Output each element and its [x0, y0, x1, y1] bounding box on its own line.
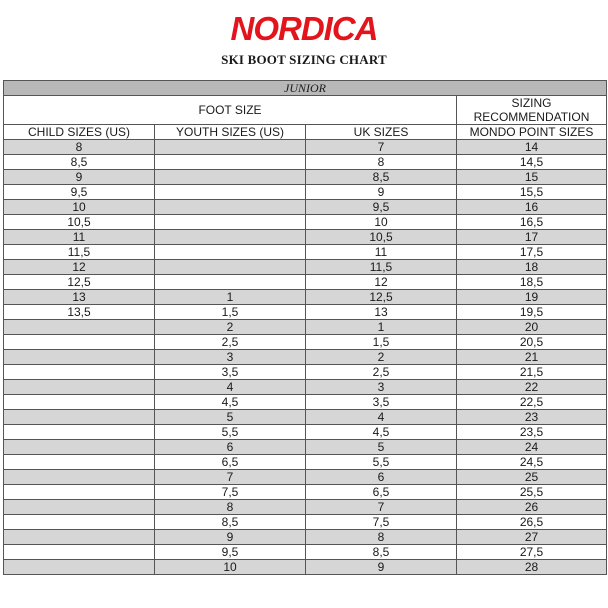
- uk-size-cell: 8,5: [306, 545, 457, 560]
- uk-size-cell: 8: [306, 530, 457, 545]
- child-size-cell: [4, 350, 155, 365]
- table-row: [4, 560, 607, 575]
- child-size-cell: [4, 470, 155, 485]
- youth-size-cell: 4,5: [155, 395, 306, 410]
- table-row: [4, 380, 607, 395]
- uk-size-cell: 1,5: [306, 335, 457, 350]
- table-row: [4, 200, 607, 215]
- youth-size-cell: 1: [155, 290, 306, 305]
- mondo-point-size-cell: 19,5: [457, 305, 607, 320]
- uk-size-cell: 8: [306, 155, 457, 170]
- child-sizes-header: CHILD SIZES (US): [4, 125, 155, 140]
- youth-size-cell: 3,5: [155, 365, 306, 380]
- table-row: [4, 305, 607, 320]
- group-header-row: [4, 96, 607, 125]
- uk-size-cell: 6: [306, 470, 457, 485]
- mondo-point-size-cell: 25: [457, 470, 607, 485]
- mondo-point-size-cell: 27: [457, 530, 607, 545]
- mondo-point-size-cell: 26: [457, 500, 607, 515]
- child-size-cell: [4, 365, 155, 380]
- mondo-point-size-cell: 17: [457, 230, 607, 245]
- child-size-cell: [4, 530, 155, 545]
- youth-size-cell: 5,5: [155, 425, 306, 440]
- mondo-point-size-cell: 15,5: [457, 185, 607, 200]
- table-row: [4, 155, 607, 170]
- youth-size-cell: 9,5: [155, 545, 306, 560]
- table-row: [4, 170, 607, 185]
- child-size-cell: [4, 395, 155, 410]
- uk-size-cell: 4: [306, 410, 457, 425]
- youth-size-cell: 2,5: [155, 335, 306, 350]
- mondo-point-size-cell: 16,5: [457, 215, 607, 230]
- youth-size-cell: 7: [155, 470, 306, 485]
- youth-sizes-header: YOUTH SIZES (US): [155, 125, 306, 140]
- section-title: JUNIOR: [4, 81, 607, 96]
- table-row: [4, 245, 607, 260]
- uk-size-cell: 6,5: [306, 485, 457, 500]
- uk-size-cell: 12,5: [306, 290, 457, 305]
- child-size-cell: [4, 425, 155, 440]
- mondo-point-sizes-header: MONDO POINT SIZES: [457, 125, 607, 140]
- child-size-cell: [4, 335, 155, 350]
- child-size-cell: 10: [4, 200, 155, 215]
- table-row: [4, 485, 607, 500]
- mondo-point-size-cell: 22,5: [457, 395, 607, 410]
- youth-size-cell: 1,5: [155, 305, 306, 320]
- uk-size-cell: 7: [306, 140, 457, 155]
- uk-size-cell: 8,5: [306, 170, 457, 185]
- svg-text:NORDICA: NORDICA: [230, 10, 378, 47]
- nordica-logo: [0, 6, 608, 48]
- child-size-cell: 13,5: [4, 305, 155, 320]
- uk-size-cell: 1: [306, 320, 457, 335]
- table-row: [4, 425, 607, 440]
- youth-size-cell: [155, 170, 306, 185]
- mondo-point-size-cell: 25,5: [457, 485, 607, 500]
- youth-size-cell: 2: [155, 320, 306, 335]
- child-size-cell: 9,5: [4, 185, 155, 200]
- mondo-point-size-cell: 28: [457, 560, 607, 575]
- mondo-point-size-cell: 15: [457, 170, 607, 185]
- youth-size-cell: 3: [155, 350, 306, 365]
- child-size-cell: [4, 485, 155, 500]
- uk-size-cell: 2,5: [306, 365, 457, 380]
- child-size-cell: [4, 455, 155, 470]
- table-row: [4, 350, 607, 365]
- child-size-cell: [4, 440, 155, 455]
- youth-size-cell: 5: [155, 410, 306, 425]
- table-row: [4, 455, 607, 470]
- uk-size-cell: 11,5: [306, 260, 457, 275]
- uk-sizes-header: UK SIZES: [306, 125, 457, 140]
- child-size-cell: [4, 380, 155, 395]
- uk-size-cell: 3,5: [306, 395, 457, 410]
- mondo-point-size-cell: 21: [457, 350, 607, 365]
- table-row: [4, 140, 607, 155]
- mondo-point-size-cell: 19: [457, 290, 607, 305]
- table-row: [4, 320, 607, 335]
- column-header-row: [4, 125, 607, 140]
- table-row: [4, 185, 607, 200]
- nordica-logo-mark: [214, 6, 394, 48]
- table-row: [4, 470, 607, 485]
- youth-size-cell: [155, 260, 306, 275]
- table-row: [4, 215, 607, 230]
- table-row: [4, 545, 607, 560]
- table-row: [4, 365, 607, 380]
- uk-size-cell: 11: [306, 245, 457, 260]
- youth-size-cell: 6: [155, 440, 306, 455]
- mondo-point-size-cell: 17,5: [457, 245, 607, 260]
- uk-size-cell: 5: [306, 440, 457, 455]
- table-row: [4, 260, 607, 275]
- uk-size-cell: 10,5: [306, 230, 457, 245]
- uk-size-cell: 7,5: [306, 515, 457, 530]
- mondo-point-size-cell: 20: [457, 320, 607, 335]
- table-row: [4, 410, 607, 425]
- table-row: [4, 290, 607, 305]
- mondo-point-size-cell: 18,5: [457, 275, 607, 290]
- child-size-cell: 8: [4, 140, 155, 155]
- child-size-cell: [4, 515, 155, 530]
- youth-size-cell: [155, 185, 306, 200]
- mondo-point-size-cell: 24: [457, 440, 607, 455]
- child-size-cell: 9: [4, 170, 155, 185]
- table-row: [4, 395, 607, 410]
- table-row: [4, 275, 607, 290]
- mondo-point-size-cell: 16: [457, 200, 607, 215]
- mondo-point-size-cell: 22: [457, 380, 607, 395]
- youth-size-cell: [155, 275, 306, 290]
- section-header-row: [4, 81, 607, 96]
- youth-size-cell: 10: [155, 560, 306, 575]
- mondo-point-size-cell: 23: [457, 410, 607, 425]
- table-row: [4, 440, 607, 455]
- table-row: [4, 335, 607, 350]
- table-row: [4, 230, 607, 245]
- sizing-table: [3, 80, 607, 575]
- child-size-cell: 10,5: [4, 215, 155, 230]
- youth-size-cell: [155, 200, 306, 215]
- foot-size-group-header: FOOT SIZE: [4, 96, 457, 125]
- mondo-point-size-cell: 14: [457, 140, 607, 155]
- chart-subtitle: SKI BOOT SIZING CHART: [221, 52, 387, 67]
- mondo-point-size-cell: 20,5: [457, 335, 607, 350]
- child-size-cell: [4, 500, 155, 515]
- child-size-cell: 8,5: [4, 155, 155, 170]
- youth-size-cell: [155, 140, 306, 155]
- table-row: [4, 530, 607, 545]
- mondo-point-size-cell: 27,5: [457, 545, 607, 560]
- mondo-point-size-cell: 21,5: [457, 365, 607, 380]
- mondo-point-size-cell: 18: [457, 260, 607, 275]
- child-size-cell: 12: [4, 260, 155, 275]
- child-size-cell: [4, 560, 155, 575]
- mondo-point-size-cell: 23,5: [457, 425, 607, 440]
- table-row: [4, 500, 607, 515]
- table-row: [4, 515, 607, 530]
- child-size-cell: 13: [4, 290, 155, 305]
- uk-size-cell: 9: [306, 185, 457, 200]
- uk-size-cell: 13: [306, 305, 457, 320]
- mondo-point-size-cell: 14,5: [457, 155, 607, 170]
- uk-size-cell: 9: [306, 560, 457, 575]
- youth-size-cell: [155, 215, 306, 230]
- youth-size-cell: 4: [155, 380, 306, 395]
- sizing-recommendation-group-header: SIZING RECOMMENDATION: [457, 96, 607, 125]
- youth-size-cell: 9: [155, 530, 306, 545]
- uk-size-cell: 3: [306, 380, 457, 395]
- child-size-cell: 12,5: [4, 275, 155, 290]
- youth-size-cell: 8: [155, 500, 306, 515]
- uk-size-cell: 12: [306, 275, 457, 290]
- youth-size-cell: 8,5: [155, 515, 306, 530]
- child-size-cell: 11,5: [4, 245, 155, 260]
- uk-size-cell: 9,5: [306, 200, 457, 215]
- mondo-point-size-cell: 24,5: [457, 455, 607, 470]
- youth-size-cell: 7,5: [155, 485, 306, 500]
- child-size-cell: [4, 410, 155, 425]
- size-rows: [4, 140, 607, 575]
- uk-size-cell: 10: [306, 215, 457, 230]
- uk-size-cell: 2: [306, 350, 457, 365]
- child-size-cell: [4, 320, 155, 335]
- child-size-cell: 11: [4, 230, 155, 245]
- youth-size-cell: [155, 155, 306, 170]
- uk-size-cell: 4,5: [306, 425, 457, 440]
- uk-size-cell: 7: [306, 500, 457, 515]
- youth-size-cell: 6,5: [155, 455, 306, 470]
- youth-size-cell: [155, 245, 306, 260]
- child-size-cell: [4, 545, 155, 560]
- mondo-point-size-cell: 26,5: [457, 515, 607, 530]
- uk-size-cell: 5,5: [306, 455, 457, 470]
- youth-size-cell: [155, 230, 306, 245]
